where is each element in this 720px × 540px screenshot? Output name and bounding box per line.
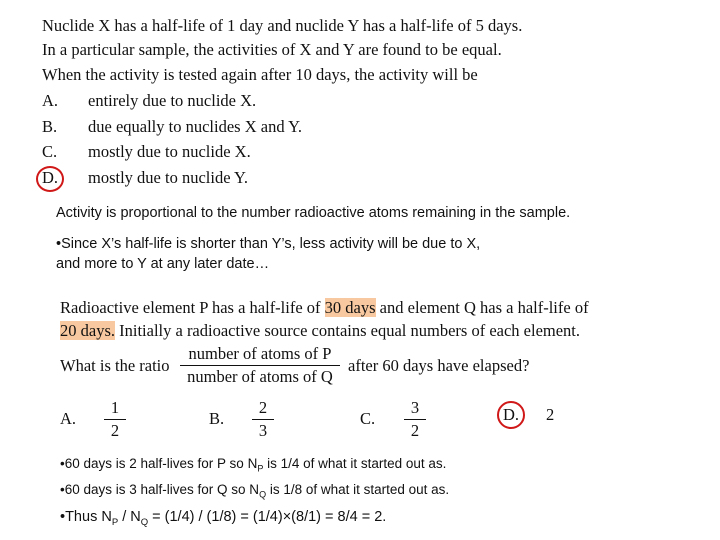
q1-option-c-text: mostly due to nuclide X. — [88, 142, 251, 161]
explanation2-b1-text-a: 60 days is 2 half-lives for P so N — [64, 456, 258, 471]
explanation1-bullet-line2: and more to Y at any later date… — [56, 256, 270, 272]
explanation1-bullet-line1: Since X’s half-life is shorter than Y’s, less activity will be due to X, — [61, 236, 481, 252]
fraction-bar — [252, 419, 274, 420]
explanation2-b3-text-b: = (1/4) / (1/8) = (1/4)×(8/1) = 8/4 = 2. — [148, 509, 387, 525]
fraction-bar — [180, 365, 340, 366]
fraction-bar — [104, 419, 126, 420]
explanation2-b3-text-mid: / N — [118, 509, 141, 525]
q2-option-b-den: 3 — [258, 421, 268, 440]
q2-option-d-value: 2 — [546, 405, 555, 424]
q1-line-1: Nuclide X has a half-life of 1 day and nuclide Y has a half-life of 5 days. — [42, 16, 523, 35]
fraction-bar — [404, 419, 426, 420]
q2-option-b-num: 2 — [258, 398, 268, 417]
explanation2-b2-text-b: is 1/8 of what it started out as. — [266, 482, 450, 497]
explanation2-b2-text-a: 60 days is 3 half-lives for Q so N — [64, 482, 260, 497]
q2-option-a-letter: A. — [60, 409, 77, 428]
q2-line3-a: What is the ratio — [60, 356, 170, 375]
explanation2-bullet-2 — [60, 482, 449, 500]
q2-option-c-num: 3 — [410, 398, 420, 417]
explanation2-b3-subscript-q: Q — [140, 516, 149, 528]
explanation2-b1-text-b: is 1/4 of what it started out as. — [263, 456, 447, 471]
q2-line3-b: after 60 days have elapsed? — [348, 356, 530, 375]
q2-answer-circle — [497, 401, 525, 429]
q2-highlight-20-days: 20 days. — [60, 321, 115, 340]
q1-option-d-letter: D. — [42, 168, 59, 187]
q2-line1-text-a: Radioactive element P has a half-life of — [60, 298, 325, 317]
q2-option-c-den: 2 — [410, 421, 420, 440]
q2-option-b-fraction — [252, 398, 274, 441]
q2-line2-text: Initially a radioactive source contains equal numbers of each element. — [115, 321, 581, 340]
explanation2-b3-subscript-p: P — [111, 516, 119, 528]
q1-option-a-text: entirely due to nuclide X. — [88, 91, 257, 110]
q2-ratio-numerator: number of atoms of P — [188, 344, 332, 363]
explanation2-b1-subscript: P — [257, 463, 264, 474]
explanation2-bullet-1 — [60, 456, 446, 474]
q2-option-a-fraction — [104, 398, 126, 441]
q2-option-a-num: 1 — [110, 398, 120, 417]
q1-option-b-text: due equally to nuclides X and Y. — [88, 117, 303, 136]
q2-ratio-fraction — [180, 344, 340, 387]
q1-option-a-letter: A. — [42, 91, 59, 110]
explanation1-line: Activity is proportional to the number radioactive atoms remaining in the sample. — [56, 205, 571, 221]
q2-line-1 — [60, 298, 589, 318]
q2-option-a-den: 2 — [110, 421, 120, 440]
q2-line1-text-b: and element Q has a half-life of — [375, 298, 589, 317]
q1-answer-circle — [36, 166, 64, 192]
q2-option-c-fraction — [404, 398, 426, 441]
q2-option-b-letter: B. — [209, 409, 225, 428]
bullet-icon: • — [60, 456, 65, 471]
q2-option-d-letter: D. — [503, 405, 520, 424]
explanation1-bullet — [56, 236, 480, 252]
q1-option-b-letter: B. — [42, 117, 58, 136]
explanation2-b2-subscript: Q — [259, 489, 267, 500]
q2-option-c-letter: C. — [360, 409, 376, 428]
q1-line-2: In a particular sample, the activities of X and Y are found to be equal. — [42, 40, 502, 59]
q1-option-c-letter: C. — [42, 142, 58, 161]
q1-option-d-text: mostly due to nuclide Y. — [88, 168, 248, 187]
q1-line-3: When the activity is tested again after 10 days, the activity will be — [42, 65, 478, 84]
q2-highlight-30-days: 30 days — [324, 298, 376, 317]
explanation2-bullet-3 — [60, 509, 386, 528]
bullet-icon: • — [60, 482, 65, 497]
explanation2-b3-text-a: Thus N — [65, 509, 112, 525]
q2-ratio-denominator: number of atoms of Q — [187, 367, 333, 386]
q2-line-2 — [60, 321, 580, 341]
bullet-icon: • — [60, 509, 66, 525]
bullet-icon: • — [56, 236, 62, 252]
